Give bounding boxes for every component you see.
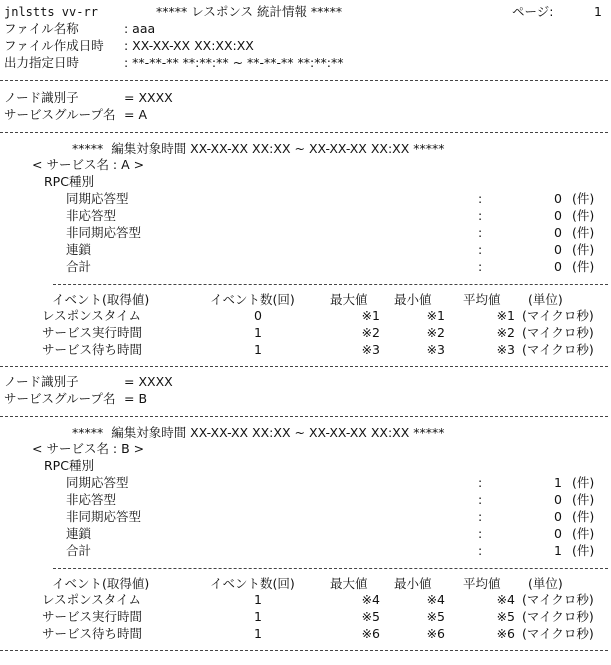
service-group-label: サービスグループ名 <box>4 391 116 406</box>
event-unit: (マイクロ秒) <box>522 325 594 340</box>
event-unit: (マイクロ秒) <box>522 609 594 624</box>
rpc-colon: : <box>478 526 483 541</box>
col-min: 最小値 <box>394 292 432 307</box>
separator <box>0 650 608 651</box>
event-count: 1 <box>254 342 262 357</box>
rpc-label: 非応答型 <box>66 208 117 223</box>
event-max: ※6 <box>361 626 380 641</box>
rpc-label: 同期応答型 <box>66 475 129 490</box>
rpc-colon: : <box>478 259 483 274</box>
event-max: ※1 <box>361 308 380 323</box>
event-name: サービス待ち時間 <box>42 342 143 357</box>
count-unit: (件) <box>572 259 595 274</box>
col-avg: 平均値 <box>463 576 501 591</box>
rpc-label: 非同期応答型 <box>66 509 142 524</box>
page-label: ページ: <box>512 4 554 19</box>
col-event: イベント(取得値) <box>52 576 150 591</box>
event-avg: ※6 <box>496 626 515 641</box>
service-name: < サービス名 : A > <box>32 157 145 172</box>
event-unit: (マイクロ秒) <box>522 592 594 607</box>
rpc-colon: : <box>478 225 483 240</box>
edit-period: ***** 編集対象時間 XX-XX-XX XX:XX ~ XX-XX-XX XX:XX ***** <box>72 425 445 440</box>
event-min: ※2 <box>426 325 445 340</box>
event-min: ※1 <box>426 308 445 323</box>
output-range-value: : **-**-** **:**:** ~ **-**-** **:**:** <box>124 55 344 70</box>
event-count: 1 <box>254 592 262 607</box>
event-max: ※2 <box>361 325 380 340</box>
event-avg: ※2 <box>496 325 515 340</box>
edit-period: ***** 編集対象時間 XX-XX-XX XX:XX ~ XX-XX-XX XX:XX ***** <box>72 141 445 156</box>
rpc-colon: : <box>478 242 483 257</box>
file-name-label: ファイル名称 <box>4 21 79 36</box>
count-unit: (件) <box>572 526 595 541</box>
event-name: サービス実行時間 <box>42 609 143 624</box>
rpc-label: 連鎖 <box>66 526 92 541</box>
event-unit: (マイクロ秒) <box>522 342 594 357</box>
node-id-value: = XXXX <box>124 374 173 389</box>
rpc-colon: : <box>478 509 483 524</box>
event-name: レスポンスタイム <box>42 308 142 323</box>
event-avg: ※5 <box>496 609 515 624</box>
count-unit: (件) <box>572 191 595 206</box>
rpc-type-label: RPC種別 <box>44 458 94 473</box>
event-min: ※5 <box>426 609 445 624</box>
col-unit: (単位) <box>528 576 563 591</box>
service-group-label: サービスグループ名 <box>4 107 116 122</box>
event-max: ※5 <box>361 609 380 624</box>
event-unit: (マイクロ秒) <box>522 308 594 323</box>
rpc-colon: : <box>478 208 483 223</box>
count-unit: (件) <box>572 543 595 558</box>
file-name-value: : aaa <box>124 21 156 36</box>
separator <box>0 366 608 367</box>
rpc-label: 同期応答型 <box>66 191 129 206</box>
col-min: 最小値 <box>394 576 432 591</box>
rpc-count: 0 <box>554 259 562 274</box>
rpc-count: 0 <box>554 242 562 257</box>
event-name: サービス実行時間 <box>42 325 143 340</box>
col-avg: 平均値 <box>463 292 501 307</box>
separator <box>0 80 608 81</box>
rpc-count: 1 <box>554 475 562 490</box>
event-count: 1 <box>254 609 262 624</box>
col-event: イベント(取得値) <box>52 292 150 307</box>
rpc-colon: : <box>478 492 483 507</box>
rpc-colon: : <box>478 475 483 490</box>
event-max: ※3 <box>361 342 380 357</box>
separator <box>0 416 608 417</box>
separator <box>53 284 608 285</box>
command-name: jnlstts vv-rr <box>4 5 98 19</box>
page-number: 1 <box>594 4 602 19</box>
event-avg: ※1 <box>496 308 515 323</box>
rpc-label: 連鎖 <box>66 242 92 257</box>
col-count: イベント数(回) <box>210 576 295 591</box>
rpc-colon: : <box>478 191 483 206</box>
separator <box>53 568 608 569</box>
rpc-label: 非同期応答型 <box>66 225 142 240</box>
rpc-count: 0 <box>554 225 562 240</box>
node-id-label: ノード識別子 <box>4 90 79 105</box>
output-range-label: 出力指定日時 <box>4 55 80 70</box>
service-group-value: = B <box>124 391 148 406</box>
rpc-label: 合計 <box>66 259 92 274</box>
event-min: ※4 <box>426 592 445 607</box>
count-unit: (件) <box>572 475 595 490</box>
report-title: ***** レスポンス 統計情報 ***** <box>156 4 343 19</box>
col-max: 最大値 <box>330 292 368 307</box>
rpc-count: 1 <box>554 543 562 558</box>
service-group-value: = A <box>124 107 147 122</box>
rpc-colon: : <box>478 543 483 558</box>
event-avg: ※4 <box>496 592 515 607</box>
rpc-count: 0 <box>554 509 562 524</box>
rpc-count: 0 <box>554 191 562 206</box>
col-max: 最大値 <box>330 576 368 591</box>
count-unit: (件) <box>572 509 595 524</box>
service-name: < サービス名 : B > <box>32 441 145 456</box>
event-count: 0 <box>254 308 262 323</box>
node-id-label: ノード識別子 <box>4 374 79 389</box>
rpc-count: 0 <box>554 492 562 507</box>
event-avg: ※3 <box>496 342 515 357</box>
rpc-count: 0 <box>554 208 562 223</box>
event-min: ※6 <box>426 626 445 641</box>
col-count: イベント数(回) <box>210 292 295 307</box>
count-unit: (件) <box>572 225 595 240</box>
rpc-label: 非応答型 <box>66 492 117 507</box>
count-unit: (件) <box>572 242 595 257</box>
rpc-count: 0 <box>554 526 562 541</box>
count-unit: (件) <box>572 208 595 223</box>
rpc-label: 合計 <box>66 543 92 558</box>
event-unit: (マイクロ秒) <box>522 626 594 641</box>
col-unit: (単位) <box>528 292 563 307</box>
event-name: レスポンスタイム <box>42 592 142 607</box>
event-name: サービス待ち時間 <box>42 626 143 641</box>
separator <box>0 132 608 133</box>
event-count: 1 <box>254 325 262 340</box>
event-min: ※3 <box>426 342 445 357</box>
node-id-value: = XXXX <box>124 90 173 105</box>
file-created-label: ファイル作成日時 <box>4 38 104 53</box>
file-created-value: : XX-XX-XX XX:XX:XX <box>124 38 254 53</box>
rpc-type-label: RPC種別 <box>44 174 94 189</box>
count-unit: (件) <box>572 492 595 507</box>
event-count: 1 <box>254 626 262 641</box>
event-max: ※4 <box>361 592 380 607</box>
